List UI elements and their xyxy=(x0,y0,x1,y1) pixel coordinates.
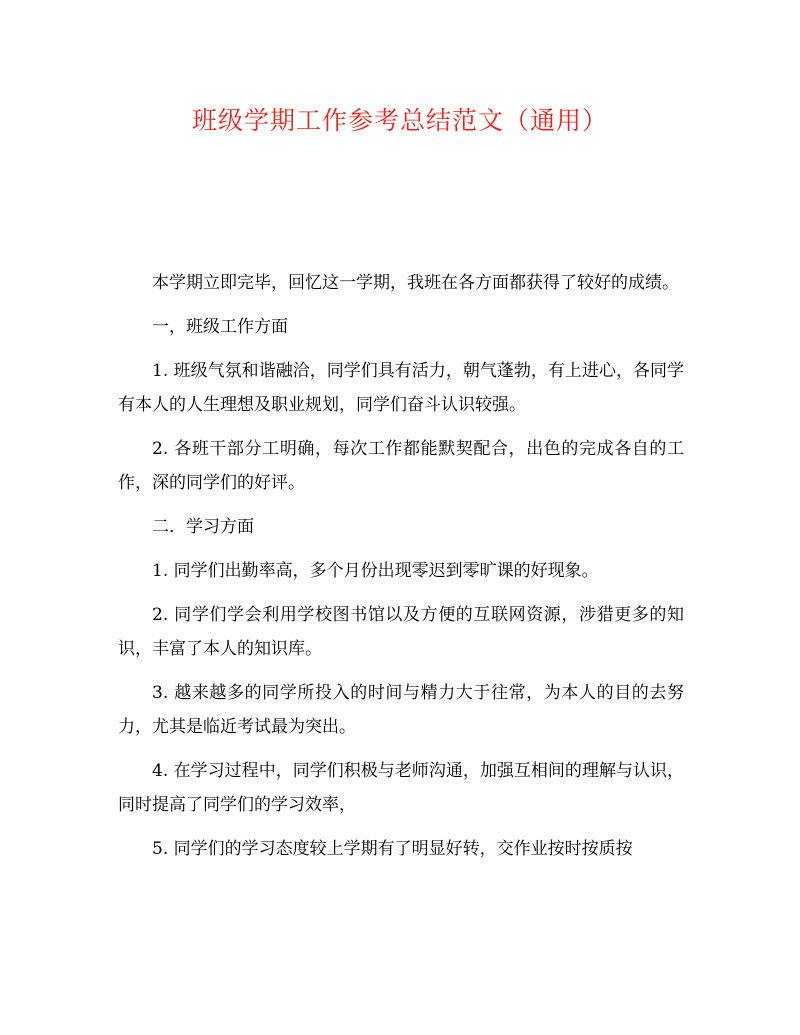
paragraph-study-3: 3. 越来越多的同学所投入的时间与精力大于往常，为本人的目的去努力，尤其是临近考试最为突出。 xyxy=(118,683,684,737)
document-title: 班级学期工作参考总结范文（通用） xyxy=(191,106,608,135)
paragraph-study-5: 5. 同学们的学习态度较上学期有了明显好转，交作业按时按质按 xyxy=(152,839,633,859)
section-heading-study: 二．学习方面 xyxy=(152,517,254,537)
paragraph-class-work-2: 2. 各班干部分工明确，每次工作都能默契配合，出色的完成各自的工作，深的同学们的好评。 xyxy=(118,439,684,493)
paragraph-study-4: 4. 在学习过程中，同学们积极与老师沟通，加强互相间的理解与认识，同时提高了同学们的学习效率， xyxy=(118,761,684,815)
document-body xyxy=(118,266,684,876)
paragraph-study-2: 2. 同学们学会利用学校图书馆以及方便的互联网资源，涉猎更多的知识，丰富了本人的知识库。 xyxy=(118,605,684,659)
paragraph-study-1: 1. 同学们出勤率高，多个月份出现零迟到零旷课的好现象。 xyxy=(152,561,599,581)
paragraph-class-work-1: 1. 班级气氛和谐融洽，同学们具有活力，朝气蓬勃，有上进心，各同学有本人的人生理想及职业规划，同学们奋斗认识较强。 xyxy=(118,361,684,415)
paragraph-intro: 本学期立即完毕，回忆这一学期，我班在各方面都获得了较好的成绩。 xyxy=(152,273,679,293)
section-heading-class-work: 一，班级工作方面 xyxy=(152,317,288,337)
